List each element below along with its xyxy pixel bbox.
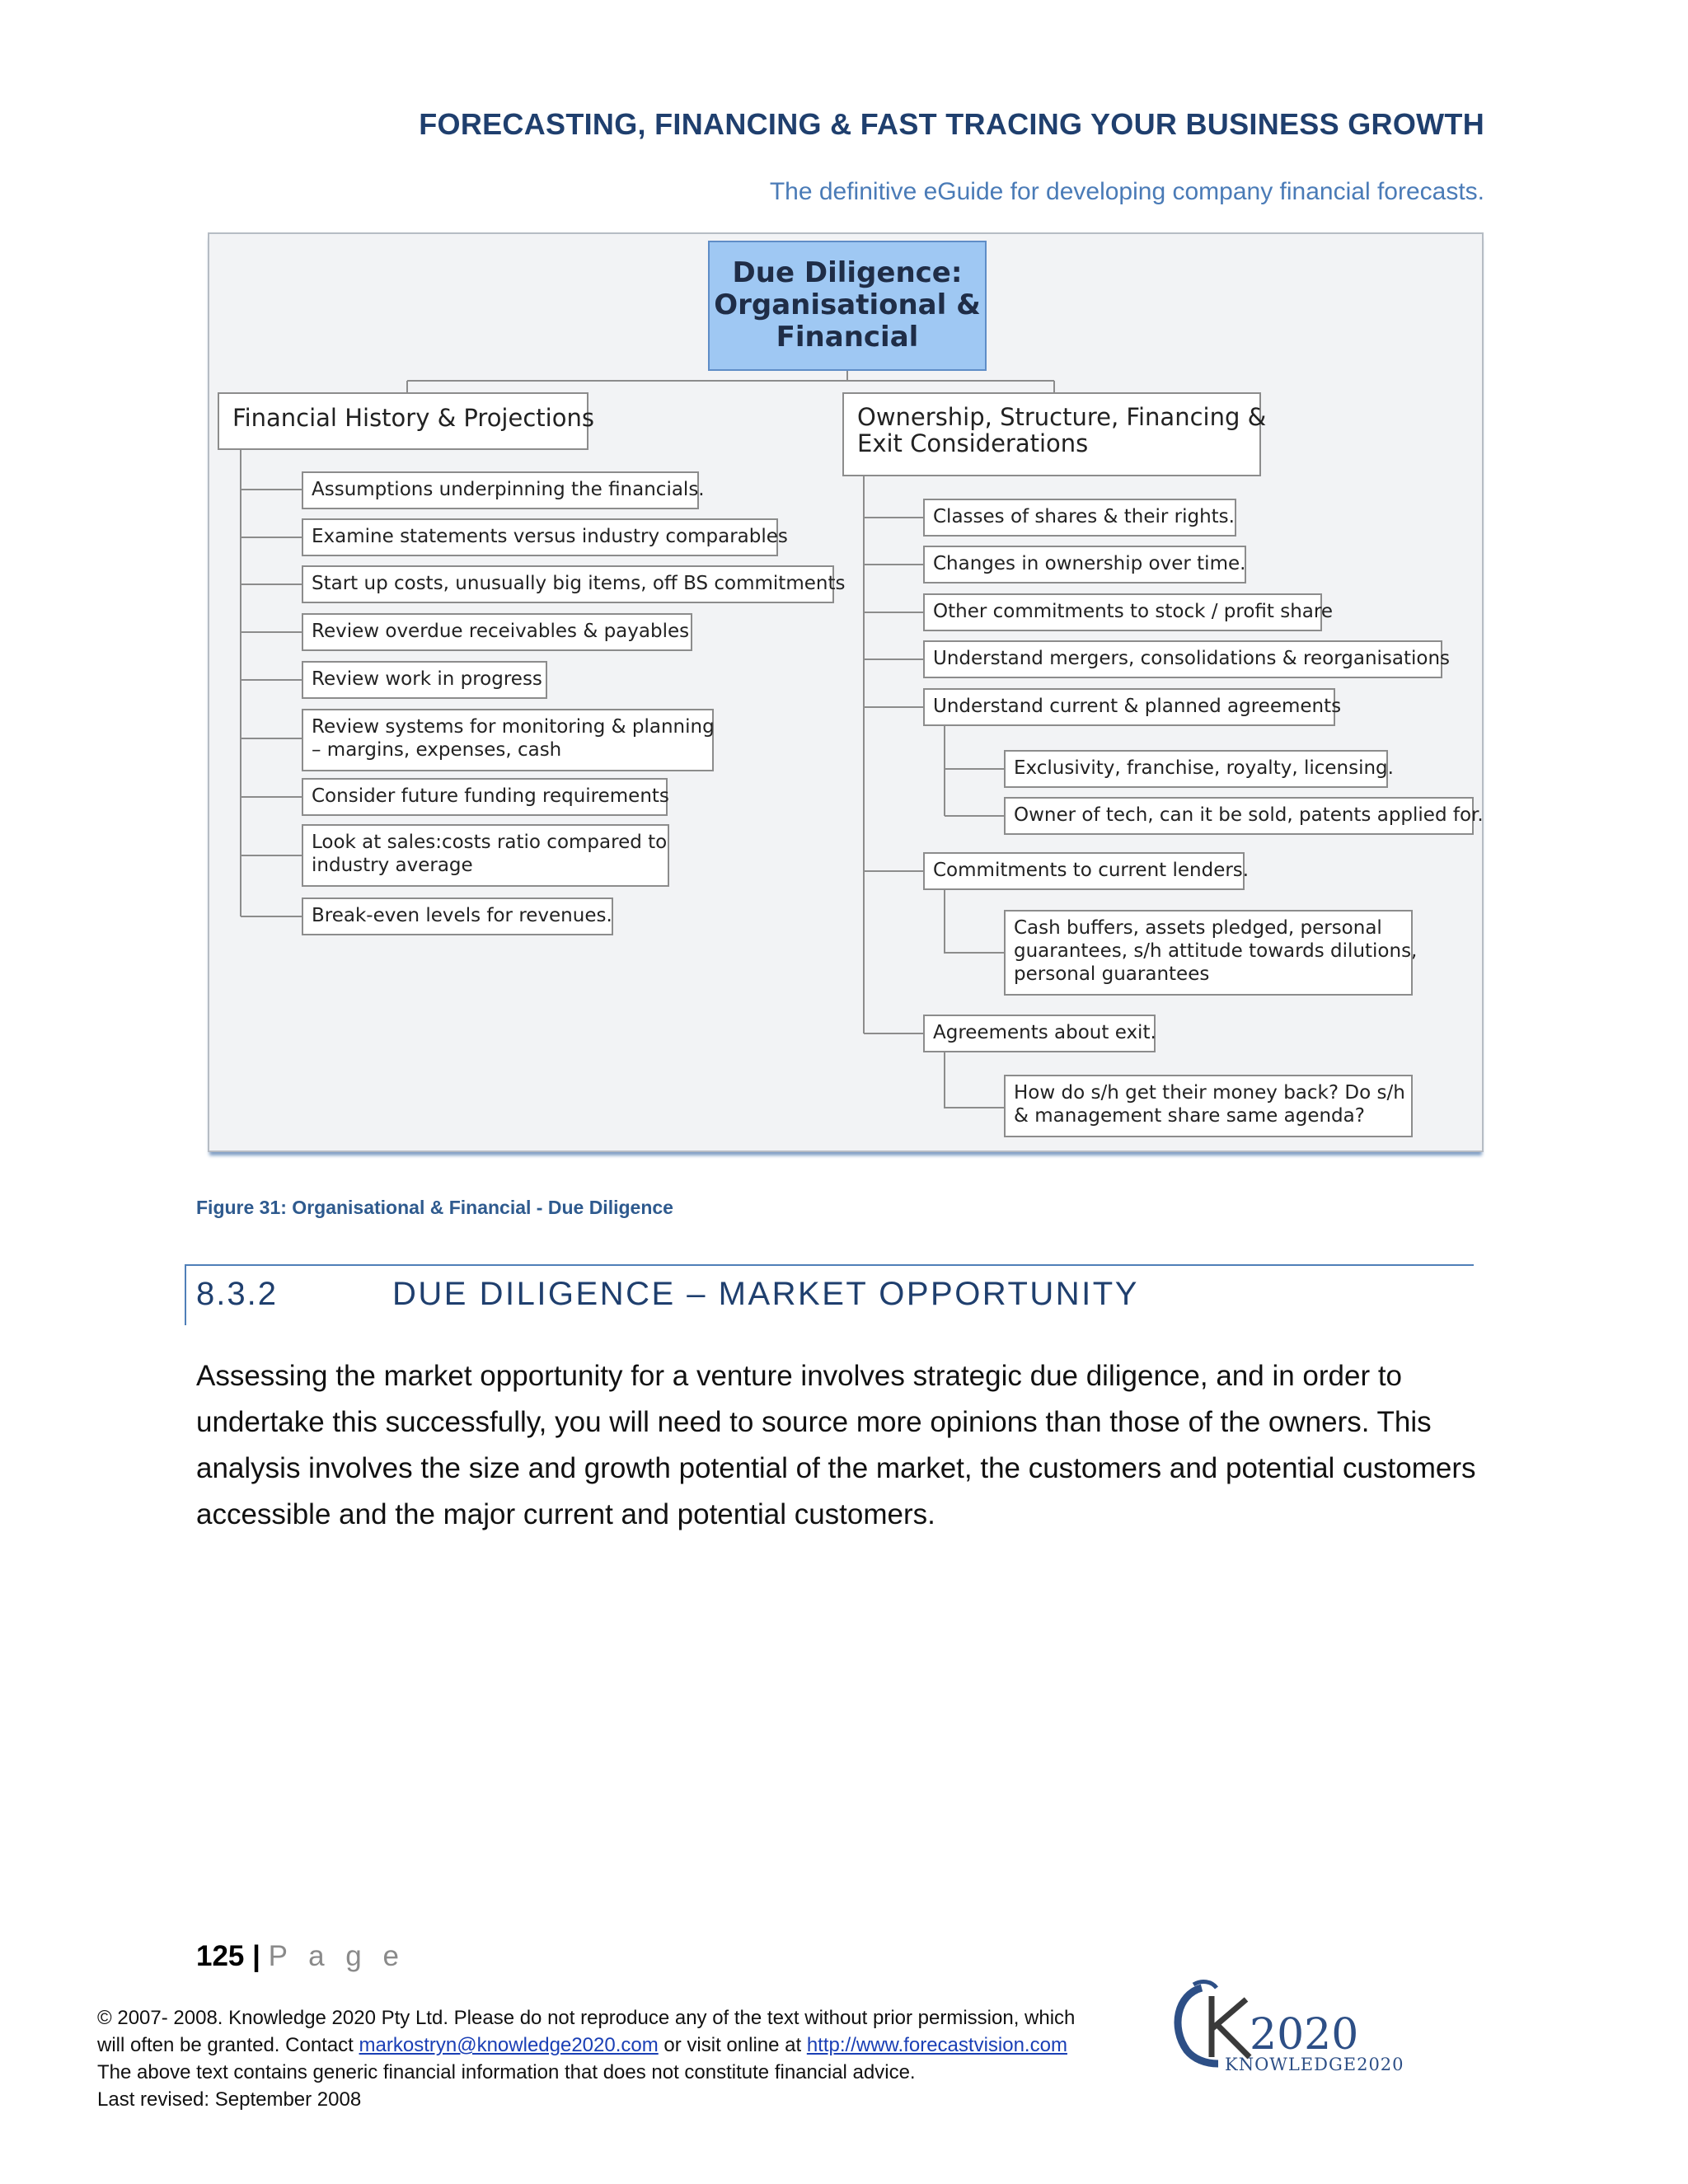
left-item [302, 613, 692, 651]
item-text: Exclusivity, franchise, royalty, licensing. [1014, 757, 1394, 779]
left-branch-title: Financial History & Projections [232, 404, 594, 432]
right-item [923, 852, 1250, 890]
right-branch-node [842, 392, 1267, 476]
item-text: guarantees, s/h attitude towards dilutions, [1014, 940, 1418, 962]
item-text: Review systems for monitoring & planning [312, 716, 715, 738]
right-sub-item [1004, 750, 1394, 788]
right-sub-item [1004, 1075, 1413, 1137]
right-sub-item [1004, 797, 1484, 835]
right-item [923, 1015, 1156, 1052]
item-text: Understand mergers, consolidations & reorganisations [933, 648, 1451, 669]
left-item [302, 565, 846, 603]
knowledge2020-logo [1169, 1978, 1408, 2077]
left-item [302, 709, 714, 771]
right-item [923, 640, 1451, 678]
item-text: Classes of shares & their rights. [933, 506, 1235, 527]
section-title: DUE DILIGENCE – MARKET OPPORTUNITY [392, 1276, 1139, 1312]
section-number: 8.3.2 [196, 1276, 278, 1312]
copyright-footer [97, 2004, 1075, 2113]
footer-text: or visit online at [658, 2034, 807, 2056]
right-branch-title-line: Ownership, Structure, Financing & [857, 403, 1267, 431]
item-text: Commitments to current lenders. [933, 860, 1250, 881]
running-header-subtitle: The definitive eGuide for developing company financial forecasts. [769, 178, 1484, 205]
footer-text: will often be granted. Contact [97, 2034, 359, 2056]
item-text: Other commitments to stock / profit share [933, 601, 1333, 622]
right-item [923, 688, 1342, 726]
page-label: P a g e [268, 1940, 406, 1972]
left-item [302, 518, 788, 556]
item-text: Review overdue receivables & payables [312, 621, 690, 642]
item-text: Consider future funding requirements [312, 785, 669, 807]
item-text: Start up costs, unusually big items, off BS commitments [312, 573, 846, 594]
item-text: – margins, expenses, cash [312, 739, 562, 761]
running-header-title: FORECASTING, FINANCING & FAST TRACING YOUR BUSINESS GROWTH [419, 107, 1484, 141]
item-text: Understand current & planned agreements [933, 696, 1342, 717]
root-line: Financial [776, 321, 919, 354]
right-sub-item [1004, 910, 1418, 996]
item-text: Assumptions underpinning the financials. [312, 479, 705, 500]
item-text: Review work in progress [312, 668, 542, 690]
due-diligence-diagram [208, 232, 1484, 1152]
logo-wordmark: KNOWLEDGE2020 [1225, 2055, 1404, 2074]
section-body-paragraph: Assessing the market opportunity for a venture involves strategic due diligence, and in order to undertake this successfully, you will need to source more opinions than those of the owners. This analysis involves the size and growth potential of the market, the customers and potential customers accessible and the major current and potential customers. [196, 1360, 1476, 1530]
root-line: Organisational & [714, 288, 981, 321]
item-text: Owner of tech, can it be sold, patents applied for. [1014, 804, 1484, 826]
footer-line: The above text contains generic financial information that does not constitute financial advice. [97, 2061, 916, 2083]
item-text: Break-even levels for revenues. [312, 905, 612, 926]
right-item [923, 593, 1333, 631]
website-link[interactable]: http://www.forecastvision.com [806, 2034, 1067, 2056]
left-item [302, 898, 613, 935]
logo-mark: 2020 [1250, 2010, 1359, 2060]
footer-line [97, 2032, 1075, 2059]
page-separator: | [252, 1940, 260, 1972]
page-number: 125 [196, 1940, 245, 1972]
item-text: industry average [312, 855, 473, 876]
logo-graphic [1169, 1978, 1408, 2077]
diagram-root-node [708, 241, 987, 371]
footer-line: © 2007- 2008. Knowledge 2020 Pty Ltd. Please do not reproduce any of the text without prior permission, which [97, 2007, 1076, 2029]
left-item [302, 824, 669, 887]
item-text: Examine statements versus industry comparables [312, 526, 788, 547]
left-branch-node [218, 392, 594, 450]
right-item [923, 546, 1246, 583]
item-text: Changes in ownership over time. [933, 553, 1246, 574]
right-item [923, 499, 1236, 537]
left-item [302, 778, 668, 816]
email-link[interactable]: markostryn@knowledge2020.com [359, 2034, 659, 2056]
page-number-block [196, 1940, 406, 1973]
item-text: Agreements about exit. [933, 1022, 1156, 1043]
item-text: How do s/h get their money back? Do s/h [1014, 1082, 1405, 1104]
item-text: & management share same agenda? [1014, 1105, 1365, 1127]
footer-line: Last revised: September 2008 [97, 2088, 362, 2111]
left-item [302, 471, 705, 509]
item-text: Cash buffers, assets pledged, personal [1014, 917, 1382, 939]
right-branch-title-line: Exit Considerations [857, 429, 1089, 457]
figure-caption: Figure 31: Organisational & Financial - Due Diligence [196, 1197, 673, 1218]
root-line: Due Diligence: [732, 256, 963, 289]
item-text: Look at sales:costs ratio compared to [312, 832, 668, 853]
left-item [302, 661, 547, 699]
item-text: personal guarantees [1014, 963, 1210, 985]
